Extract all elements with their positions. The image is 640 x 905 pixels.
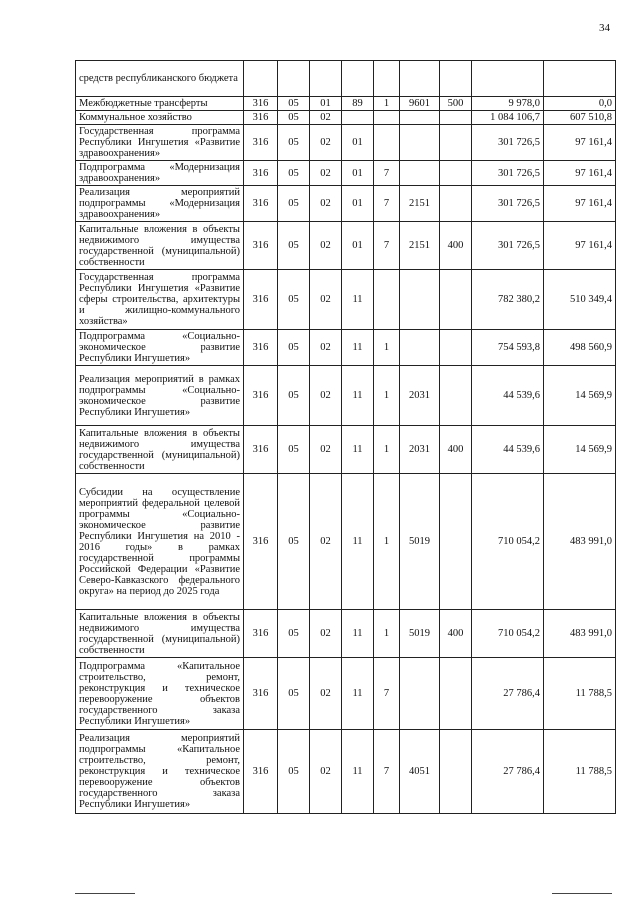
- cell-vr: [440, 125, 472, 161]
- cell-vr: [440, 186, 472, 222]
- cell-sum2: 97 161,4: [544, 186, 616, 222]
- cell-cs1: [342, 61, 374, 97]
- table-row: [76, 426, 616, 474]
- cell-cs1: 11: [342, 330, 374, 366]
- cell-pr: 02: [310, 161, 342, 186]
- table-row: [76, 97, 616, 111]
- cell-cs2: 7: [374, 222, 400, 270]
- cell-rz: 05: [278, 186, 310, 222]
- cell-name: Государственная программа Республики Ингушетия «Развитие сферы строительства, архитектуры и жилищно-коммунального хозяйства»: [76, 270, 244, 330]
- cell-sum1: 301 726,5: [472, 125, 544, 161]
- cell-sum1: 301 726,5: [472, 186, 544, 222]
- cell-cs1: 01: [342, 125, 374, 161]
- table-row: [76, 186, 616, 222]
- cell-pr: 02: [310, 474, 342, 610]
- cell-sum1: 782 380,2: [472, 270, 544, 330]
- cell-cs3: 5019: [400, 474, 440, 610]
- cell-cs1: 01: [342, 222, 374, 270]
- cell-gr: 316: [244, 270, 278, 330]
- cell-rz: [278, 61, 310, 97]
- cell-sum1: 44 539,6: [472, 366, 544, 426]
- cell-sum1: 27 786,4: [472, 658, 544, 730]
- cell-vr: 400: [440, 610, 472, 658]
- cell-sum1: 9 978,0: [472, 97, 544, 111]
- cell-rz: 05: [278, 330, 310, 366]
- cell-pr: 02: [310, 186, 342, 222]
- cell-sum2: 11 788,5: [544, 658, 616, 730]
- cell-sum1: 710 054,2: [472, 474, 544, 610]
- cell-sum2: 11 788,5: [544, 730, 616, 814]
- cell-sum1: 710 054,2: [472, 610, 544, 658]
- cell-vr: [440, 330, 472, 366]
- table-row: [76, 474, 616, 610]
- cell-cs2: 7: [374, 186, 400, 222]
- cell-sum2: 0,0: [544, 97, 616, 111]
- cell-gr: 316: [244, 161, 278, 186]
- table-row: [76, 610, 616, 658]
- footer-rule-left: [75, 893, 135, 894]
- cell-sum1: 1 084 106,7: [472, 111, 544, 125]
- cell-cs3: [400, 330, 440, 366]
- cell-vr: [440, 366, 472, 426]
- cell-vr: [440, 730, 472, 814]
- cell-cs3: 2151: [400, 186, 440, 222]
- cell-pr: [310, 61, 342, 97]
- cell-name: Межбюджетные трансферты: [76, 97, 244, 111]
- cell-cs2: [374, 125, 400, 161]
- table-row: [76, 111, 616, 125]
- cell-cs2: 1: [374, 610, 400, 658]
- cell-cs1: 11: [342, 270, 374, 330]
- cell-rz: 05: [278, 161, 310, 186]
- cell-cs1: 11: [342, 474, 374, 610]
- cell-name: Реализация мероприятий в рамках подпрограммы «Социально-экономическое развитие Республики Ингушетия»: [76, 366, 244, 426]
- table-row: [76, 222, 616, 270]
- cell-rz: 05: [278, 125, 310, 161]
- cell-rz: 05: [278, 610, 310, 658]
- cell-gr: 316: [244, 366, 278, 426]
- cell-vr: 500: [440, 97, 472, 111]
- cell-cs3: [400, 658, 440, 730]
- cell-sum1: 44 539,6: [472, 426, 544, 474]
- cell-pr: 02: [310, 125, 342, 161]
- cell-rz: 05: [278, 658, 310, 730]
- table-row: [76, 125, 616, 161]
- cell-cs3: 4051: [400, 730, 440, 814]
- cell-vr: [440, 61, 472, 97]
- cell-name: Подпрограмма «Модернизация здравоохранения»: [76, 161, 244, 186]
- cell-rz: 05: [278, 474, 310, 610]
- cell-name: Субсидии на осуществление мероприятий федеральной целевой программы «Социально-экономическое развитие Республики Ингушетия на 2010 - 2016 годы» в рамках государственной программы Российской Федерации «Развитие Северо-Кавказского федерального округа» на период до 2025 года: [76, 474, 244, 610]
- cell-name: Государственная программа Республики Ингушетия «Развитие здравоохранения»: [76, 125, 244, 161]
- cell-cs3: 9601: [400, 97, 440, 111]
- budget-table: [75, 60, 616, 814]
- cell-cs3: 2151: [400, 222, 440, 270]
- table-row: [76, 730, 616, 814]
- cell-vr: [440, 111, 472, 125]
- cell-cs3: [400, 61, 440, 97]
- cell-cs1: 11: [342, 610, 374, 658]
- cell-cs1: 11: [342, 426, 374, 474]
- cell-gr: 316: [244, 222, 278, 270]
- cell-name: Капитальные вложения в объекты недвижимого имущества государственной (муниципальной) собственности: [76, 222, 244, 270]
- cell-pr: 02: [310, 222, 342, 270]
- cell-pr: 02: [310, 111, 342, 125]
- cell-name: Коммунальное хозяйство: [76, 111, 244, 125]
- cell-cs1: 11: [342, 658, 374, 730]
- cell-vr: [440, 658, 472, 730]
- cell-cs1: [342, 111, 374, 125]
- cell-gr: 316: [244, 330, 278, 366]
- cell-sum2: 97 161,4: [544, 125, 616, 161]
- cell-sum2: 510 349,4: [544, 270, 616, 330]
- cell-pr: 02: [310, 730, 342, 814]
- cell-name: Подпрограмма «Социально-экономическое развитие Республики Ингушетия»: [76, 330, 244, 366]
- cell-cs3: 2031: [400, 426, 440, 474]
- cell-cs3: [400, 161, 440, 186]
- cell-sum2: 14 569,9: [544, 366, 616, 426]
- cell-cs1: 11: [342, 730, 374, 814]
- footer-rule-right: [552, 893, 612, 894]
- cell-rz: 05: [278, 111, 310, 125]
- cell-gr: 316: [244, 97, 278, 111]
- cell-name: Реализация мероприятий подпрограммы «Модернизация здравоохранения»: [76, 186, 244, 222]
- cell-gr: 316: [244, 730, 278, 814]
- cell-vr: [440, 161, 472, 186]
- cell-sum1: 301 726,5: [472, 222, 544, 270]
- cell-gr: 316: [244, 658, 278, 730]
- cell-gr: [244, 61, 278, 97]
- cell-cs2: 7: [374, 658, 400, 730]
- cell-rz: 05: [278, 730, 310, 814]
- cell-cs2: [374, 61, 400, 97]
- cell-sum1: [472, 61, 544, 97]
- cell-sum2: 97 161,4: [544, 161, 616, 186]
- table-row: [76, 330, 616, 366]
- cell-sum1: 27 786,4: [472, 730, 544, 814]
- cell-pr: 01: [310, 97, 342, 111]
- table-row: [76, 366, 616, 426]
- cell-cs1: 11: [342, 366, 374, 426]
- cell-cs2: 1: [374, 426, 400, 474]
- cell-sum2: [544, 61, 616, 97]
- cell-pr: 02: [310, 330, 342, 366]
- table-row: [76, 270, 616, 330]
- cell-name: Реализация мероприятий подпрограммы «Капитальное строительство, ремонт, реконструкция и техническое перевооружение объектов государственного заказа Республики Ингушетия»: [76, 730, 244, 814]
- table-row: [76, 161, 616, 186]
- cell-cs2: 7: [374, 730, 400, 814]
- cell-gr: 316: [244, 474, 278, 610]
- cell-pr: 02: [310, 270, 342, 330]
- cell-sum2: 607 510,8: [544, 111, 616, 125]
- cell-cs2: [374, 270, 400, 330]
- cell-sum2: 483 991,0: [544, 474, 616, 610]
- cell-cs2: 1: [374, 97, 400, 111]
- cell-sum2: 483 991,0: [544, 610, 616, 658]
- cell-sum2: 97 161,4: [544, 222, 616, 270]
- page-number: 34: [599, 22, 610, 34]
- cell-cs1: 89: [342, 97, 374, 111]
- cell-cs3: [400, 125, 440, 161]
- cell-vr: [440, 474, 472, 610]
- cell-name: Капитальные вложения в объекты недвижимого имущества государственной (муниципальной) собственности: [76, 610, 244, 658]
- table-row: [76, 658, 616, 730]
- cell-gr: 316: [244, 111, 278, 125]
- cell-rz: 05: [278, 426, 310, 474]
- cell-cs3: 5019: [400, 610, 440, 658]
- cell-cs2: 1: [374, 474, 400, 610]
- cell-name: Подпрограмма «Капитальное строительство, ремонт, реконструкция и техническое перевооружение объектов государственного заказа Республики Ингушетия»: [76, 658, 244, 730]
- cell-pr: 02: [310, 426, 342, 474]
- cell-rz: 05: [278, 97, 310, 111]
- cell-cs1: 01: [342, 186, 374, 222]
- cell-pr: 02: [310, 610, 342, 658]
- table-body: [76, 61, 616, 814]
- cell-cs3: 2031: [400, 366, 440, 426]
- cell-cs2: 1: [374, 330, 400, 366]
- table-row: [76, 61, 616, 97]
- cell-cs3: [400, 270, 440, 330]
- cell-rz: 05: [278, 366, 310, 426]
- cell-sum1: 301 726,5: [472, 161, 544, 186]
- cell-name: средств республиканского бюджета: [76, 61, 244, 97]
- cell-cs2: 1: [374, 366, 400, 426]
- cell-name: Капитальные вложения в объекты недвижимого имущества государственной (муниципальной) собственности: [76, 426, 244, 474]
- cell-sum1: 754 593,8: [472, 330, 544, 366]
- cell-rz: 05: [278, 270, 310, 330]
- cell-cs2: [374, 111, 400, 125]
- cell-vr: [440, 270, 472, 330]
- cell-cs1: 01: [342, 161, 374, 186]
- cell-rz: 05: [278, 222, 310, 270]
- cell-vr: 400: [440, 222, 472, 270]
- cell-cs2: 7: [374, 161, 400, 186]
- cell-cs3: [400, 111, 440, 125]
- cell-gr: 316: [244, 186, 278, 222]
- cell-pr: 02: [310, 658, 342, 730]
- cell-gr: 316: [244, 610, 278, 658]
- cell-gr: 316: [244, 426, 278, 474]
- cell-sum2: 14 569,9: [544, 426, 616, 474]
- cell-sum2: 498 560,9: [544, 330, 616, 366]
- cell-vr: 400: [440, 426, 472, 474]
- cell-gr: 316: [244, 125, 278, 161]
- cell-pr: 02: [310, 366, 342, 426]
